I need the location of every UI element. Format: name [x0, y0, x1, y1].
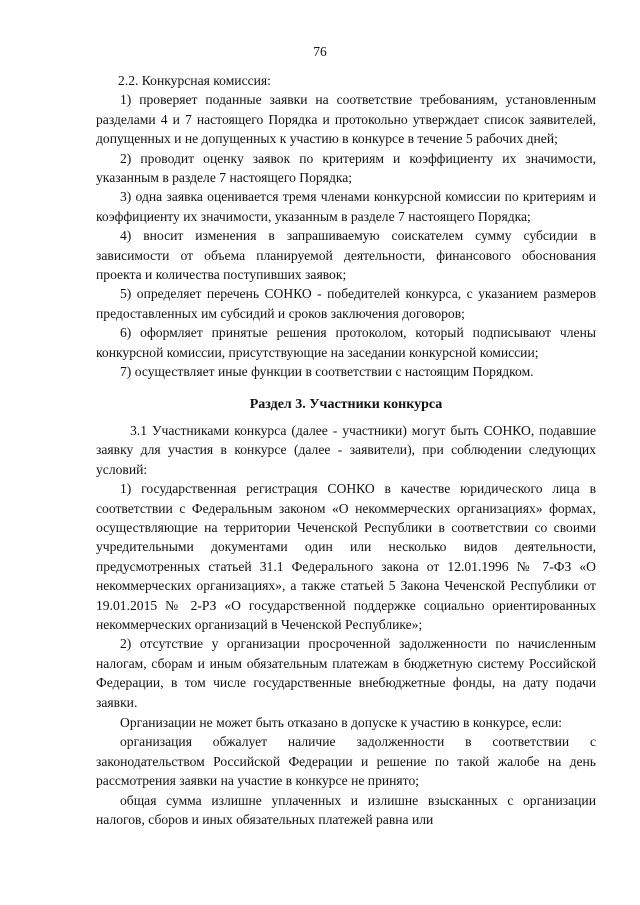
- refusal-item-1: организация обжалует наличие задолженности в соответствии с законодательством Российской Федерации и решение по такой жалобе на день рассмотрения заявки на участие в конкурсе не принято;: [96, 734, 596, 789]
- section-3-intro: 3.1 Участниками конкурса (далее - участники) могут быть СОНКО, подавшие заявку для участия в конкурсе (далее - заявители), при соблюдении следующих условий:: [96, 422, 596, 477]
- commission-item-6: 6) оформляет принятые решения протоколом, который подписывают члены конкурсной комиссии, присутствующие на заседании конкурсной комиссии;: [96, 325, 596, 360]
- page-number: 76: [313, 44, 327, 59]
- commission-item-1: 1) проверяет поданные заявки на соответствие требованиям, установленным разделами 4 и 7 настоящего Порядка и протокольно утверждает список заявителей, допущенных и не допущенных к участию в конкурсе в течение 5 рабочих дней;: [96, 92, 596, 147]
- participant-condition-2: 2) отсутствие у организации просроченной задолженности по начисленным налогам, сборам и иным обязательным платежам в бюджетную систему Российской Федерации, в том числе государственные внебюджетные фонды, на дату подачи заявки.: [96, 636, 596, 710]
- section-3-heading: Раздел 3. Участники конкурса: [249, 396, 443, 412]
- document-body: [96, 71, 596, 829]
- commission-item-3: 3) одна заявка оценивается тремя членами конкурсной комиссии по критериям и коэффициенту их значимости, указанным в разделе 7 настоящего Порядка;: [96, 189, 596, 224]
- commission-item-2: 2) проводит оценку заявок по критериям и коэффициенту их значимости, указанным в разделе 7 настоящего Порядка;: [96, 150, 596, 186]
- participant-condition-1: 1) государственная регистрация СОНКО в качестве юридического лица в соответствии с Федеральным законом «О некоммерческих организациях» формах, осуществляющие на территории Чеченской Республики в соответствии со своими учредительными документами один или несколько видов деятельности, предусмотренных статьей 31.1 Федерального закона от 12.01.1996 № 7-ФЗ «О некоммерческих организациях», а также статьей 5 Закона Чеченской Республики от 19.01.2015 № 2-РЗ «О государственной поддержке социально ориентированных некоммерческих организаций в Чеченской Республике»;: [96, 481, 596, 632]
- refusal-item-2: общая сумма излишне уплаченных и излишне взысканных с организации налогов, сборов и иных обязательных платежей равна или: [96, 792, 596, 828]
- commission-item-4: 4) вносит изменения в запрашиваемую соискателем сумму субсидии в зависимости от объема планируемой деятельности, финансового обоснования проекта и количества поступивших заявок;: [96, 228, 596, 283]
- refusal-intro: Организации не может быть отказано в допуске к участию в конкурсе, если:: [120, 715, 563, 730]
- section-2-2-intro: 2.2. Конкурсная комиссия:: [118, 73, 271, 88]
- commission-item-5: 5) определяет перечень СОНКО - победителей конкурса, с указанием размеров предоставленных им субсидий и сроков заключения договоров;: [96, 286, 596, 321]
- commission-item-7: 7) осуществляет иные функции в соответствии с настоящим Порядком.: [120, 364, 534, 380]
